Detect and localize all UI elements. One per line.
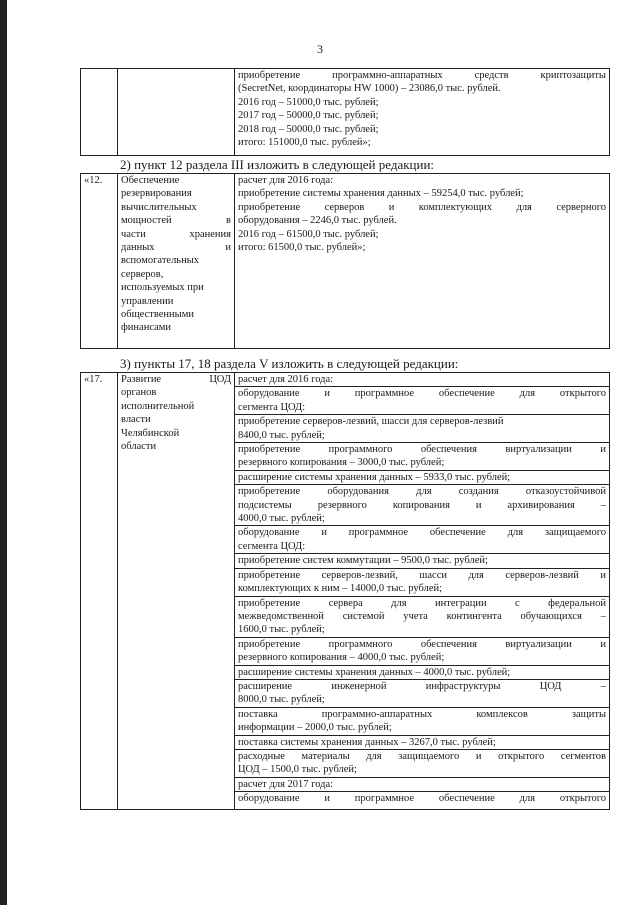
table-continuation (80, 68, 610, 156)
content-line: расчет для 2016 года: (238, 175, 334, 186)
section-heading: 2) пункт 12 раздела III изложить в следующей редакции: (120, 157, 435, 172)
content-line: ЦОД – 1500,0 тыс. рублей; (238, 764, 357, 776)
content-line: информации – 2000,0 тыс. рублей; (238, 722, 392, 734)
name-line: управлении (121, 295, 174, 307)
name-line: вычислительных (121, 201, 197, 213)
content-line: расширение инженерной инфраструктуры ЦОД – (235, 679, 609, 693)
table-row (81, 373, 610, 810)
row-number-cell: «12. (81, 174, 118, 349)
row-name-cell (118, 69, 235, 156)
content-line: оборудования – 2246,0 тыс. рублей. (238, 215, 397, 227)
page-number: 3 (317, 42, 323, 56)
content-line: оборудование и программное обеспечение для защищаемого (235, 525, 609, 539)
name-line: части хранения (121, 228, 231, 240)
content-line: 1600,0 тыс. рублей; (238, 624, 325, 636)
content-line: расчет для 2016 года: (238, 374, 334, 385)
content-line: приобретение сервера для интеграции с федеральной (235, 596, 609, 610)
table-item-12 (80, 173, 610, 349)
content-line: приобретение программного обеспечения виртуализации и (235, 442, 609, 456)
content-line: 2017 год – 50000,0 тыс. рублей; (238, 110, 379, 122)
table-item-17 (80, 372, 610, 810)
content-line: 8000,0 тыс. рублей; (238, 694, 325, 706)
content-line: приобретение системы хранения данных – 59254,0 тыс. рублей; (238, 188, 524, 200)
content-line: приобретение оборудования для создания отказоустойчивой (235, 484, 609, 498)
content-line: итого: 61500,0 тыс. рублей»; (238, 242, 366, 254)
content-line: расчет для 2017 года: (235, 777, 609, 791)
content-line: приобретение систем коммутации – 9500,0 тыс. рублей; (235, 553, 609, 567)
name-line: области (121, 441, 157, 453)
name-line: данных и (121, 242, 231, 254)
content-line: расходные материалы для защищаемого и открытого сегментов (235, 749, 609, 763)
row-name-cell (118, 174, 235, 349)
content-line: сегмента ЦОД: (238, 401, 306, 413)
name-line: Челябинской (121, 427, 180, 439)
row-content-cell (235, 69, 610, 156)
name-line: общественными (121, 309, 194, 321)
row-content-cell (235, 373, 610, 810)
content-line: 4000,0 тыс. рублей; (238, 513, 325, 525)
name-line: власти (121, 414, 151, 426)
name-line: вспомогательных (121, 255, 200, 267)
row-name-cell (118, 373, 235, 810)
content-line: приобретение программно-аппаратных средств криптозащиты (238, 70, 606, 81)
content-line: межведомственной системой учета контингента обучающихся – (238, 610, 606, 622)
name-line: используемых при (121, 282, 204, 294)
table-row (81, 174, 610, 349)
section-heading: 3) пункты 17, 18 раздела V изложить в следующей редакции: (120, 356, 459, 371)
name-line: мощностей в (121, 215, 231, 227)
table-row (81, 69, 610, 156)
content-line: 2016 год – 51000,0 тыс. рублей; (238, 96, 379, 108)
content-line: приобретение программного обеспечения виртуализации и (235, 637, 609, 651)
name-line: исполнительной (121, 400, 195, 412)
content-line: расширение системы хранения данных – 4000,0 тыс. рублей; (235, 665, 609, 679)
row-content-cell (235, 174, 610, 349)
content-line: резервного копирования – 3000,0 тыс. рублей; (238, 457, 445, 469)
content-line: оборудование и программное обеспечение для открытого (235, 386, 609, 400)
content-line: резервного копирования – 4000,0 тыс. рублей; (238, 652, 445, 664)
content-line: приобретение серверов-лезвий, шасси для серверов-лезвий (235, 414, 609, 428)
name-line: финансами (121, 322, 172, 334)
content-line: приобретение серверов и комплектующих для серверного (238, 201, 606, 213)
content-line: (SecretNet, координаторы HW 1000) – 23086,0 тыс. рублей. (238, 83, 501, 95)
name-line: Обеспечение (121, 175, 180, 186)
content-line: 2018 год – 50000,0 тыс. рублей; (238, 123, 379, 135)
content-line: подсистемы резервного копирования и архивирования – (238, 499, 606, 511)
row-number-cell (81, 69, 118, 156)
content-line: поставка программно-аппаратных комплексов защиты (235, 707, 609, 721)
scan-edge (0, 0, 7, 905)
name-line: резервирования (121, 188, 192, 200)
content-line: комплектующих к ним – 14000,0 тыс. рублей; (238, 583, 443, 595)
content-line: сегмента ЦОД: (238, 540, 306, 552)
content-line: приобретение серверов-лезвий, шасси для серверов-лезвий и (235, 568, 609, 582)
content-line: 8400,0 тыс. рублей; (238, 429, 325, 441)
row-number-cell: «17. (81, 373, 118, 810)
content-line: поставка системы хранения данных – 3267,0 тыс. рублей; (235, 735, 609, 749)
name-line: Развитие ЦОД (121, 374, 231, 385)
content-line: оборудование и программное обеспечение для открытого (235, 791, 609, 805)
content-line: 2016 год – 61500,0 тыс. рублей; (238, 228, 379, 240)
name-line: серверов, (121, 268, 164, 280)
content-line: итого: 151000,0 тыс. рублей»; (238, 137, 371, 149)
content-line: расширение системы хранения данных – 5933,0 тыс. рублей; (235, 470, 609, 484)
name-line: органов (121, 387, 157, 399)
